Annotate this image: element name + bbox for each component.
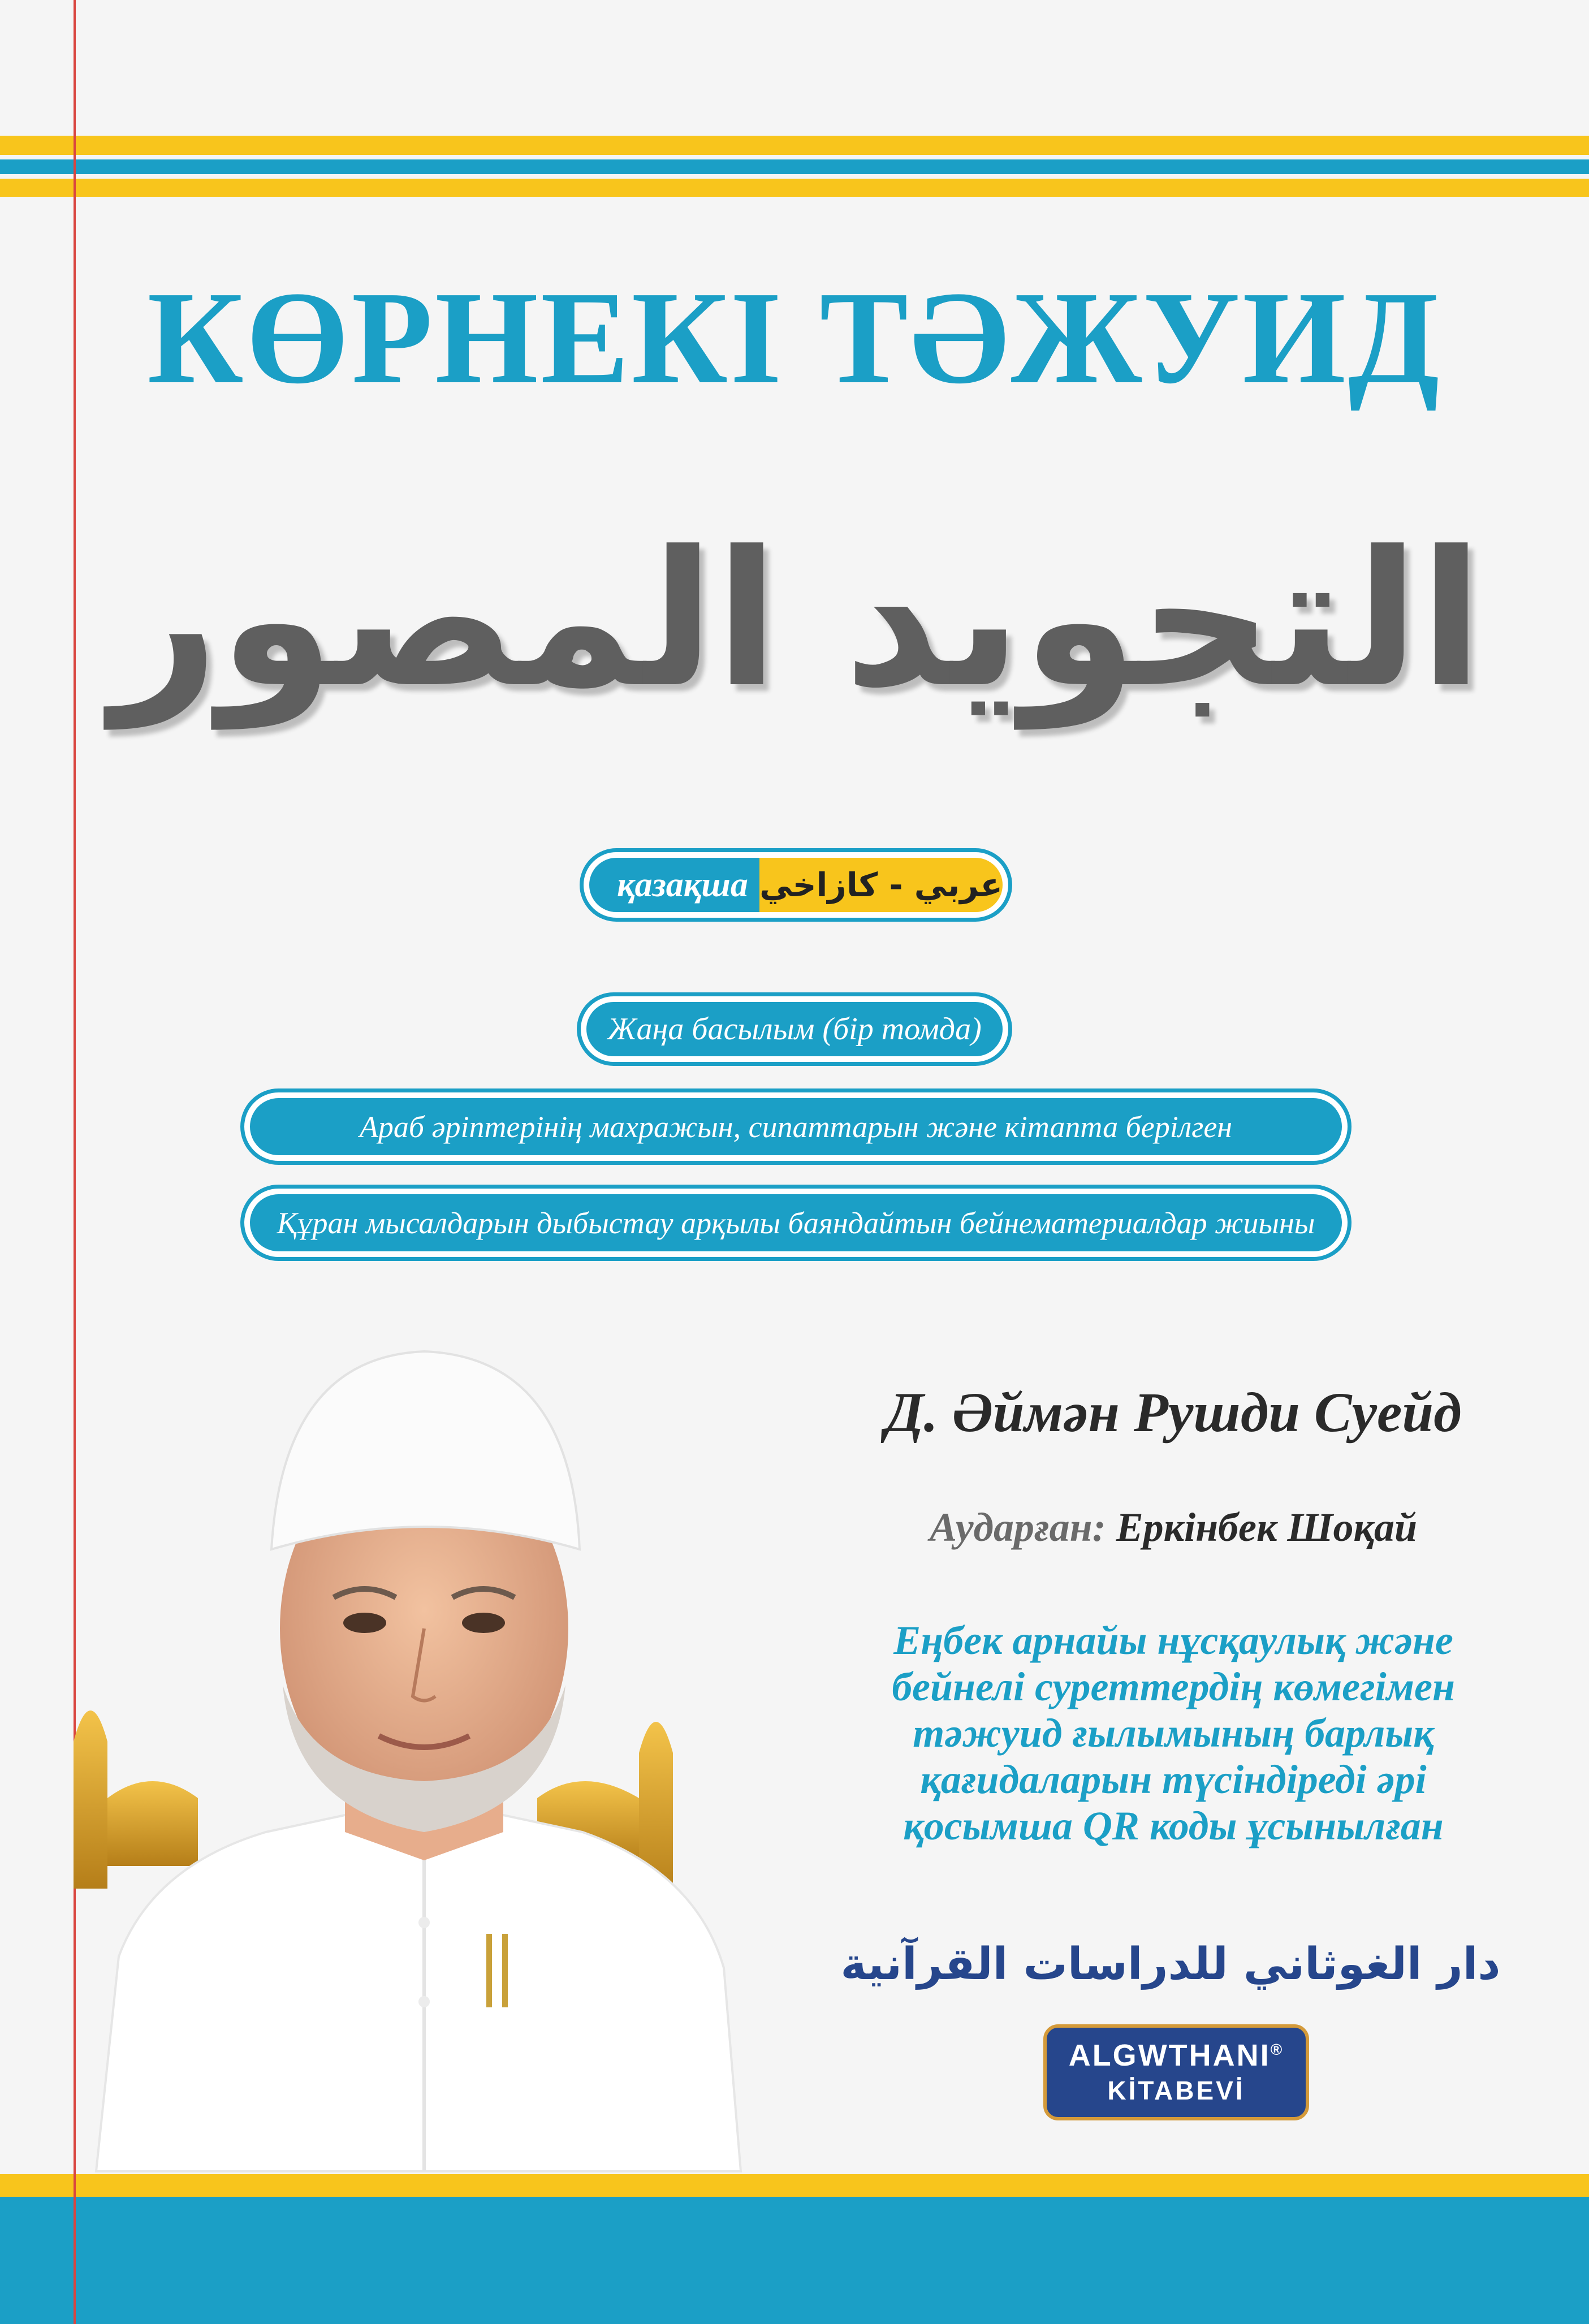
- edition-pill: [577, 992, 1012, 1066]
- top-blue-stripe: [0, 159, 1589, 174]
- book-description: [848, 1617, 1499, 1849]
- description-line: қосымша QR коды ұсынылған: [903, 1803, 1444, 1849]
- publisher-logo-line2: KİTABEVİ: [1107, 2076, 1245, 2105]
- description-line: Еңбек арнайы нұсқаулық және: [893, 1618, 1453, 1663]
- registered-mark: ®: [1270, 2041, 1284, 2058]
- publisher-arabic-text: دار الغوثاني للدراسات القرآنية: [840, 1939, 1501, 1990]
- arabic-title-text: التجويد المصور: [111, 511, 1484, 728]
- author-portrait: [28, 1289, 899, 2171]
- description-line: тәжуид ғылымының барлық: [913, 1710, 1434, 1756]
- arabic-title-calligraphy: [111, 441, 1484, 758]
- subtitle-line-2: Құран мысалдарын дыбыстау арқылы баяндайтын бейнематериалдар жиыны: [250, 1194, 1342, 1251]
- subtitle-pill-2: [240, 1185, 1351, 1261]
- language-badge: [580, 848, 1012, 922]
- bottom-blue-band: [0, 2197, 1589, 2324]
- description-line: бейнелі суреттердің көмегімен: [892, 1664, 1455, 1710]
- language-arabic: عربي - كازاخي: [759, 858, 1003, 912]
- translator-line: [848, 1504, 1499, 1551]
- translator-label: Аударған:: [929, 1505, 1106, 1550]
- book-title: КӨРНЕКІ ТӘЖУИД: [147, 264, 1442, 411]
- top-yellow-stripe-2: [0, 179, 1589, 197]
- bottom-yellow-stripe: [0, 2174, 1589, 2197]
- author-name: Д. Әймән Рушди Суейд: [885, 1381, 1462, 1444]
- description-line: қағидаларын түсіндіреді әрі: [920, 1757, 1427, 1803]
- publisher-arabic-logo: [840, 1917, 1501, 2002]
- subtitle-line-1: Араб әріптерінің махражын, сипаттарын және кітапта берілген: [250, 1098, 1342, 1155]
- top-yellow-stripe: [0, 136, 1589, 155]
- publisher-logo-line1: ALGWTHANI: [1068, 2038, 1271, 2072]
- translator-name: Еркінбек Шоқай: [1116, 1505, 1418, 1550]
- publisher-logo: [1043, 2024, 1309, 2120]
- language-kazakh: қазақша: [589, 858, 776, 912]
- edition-text: Жаңа басылым (бір томда): [586, 1002, 1003, 1056]
- subtitle-pill-1: [240, 1088, 1351, 1165]
